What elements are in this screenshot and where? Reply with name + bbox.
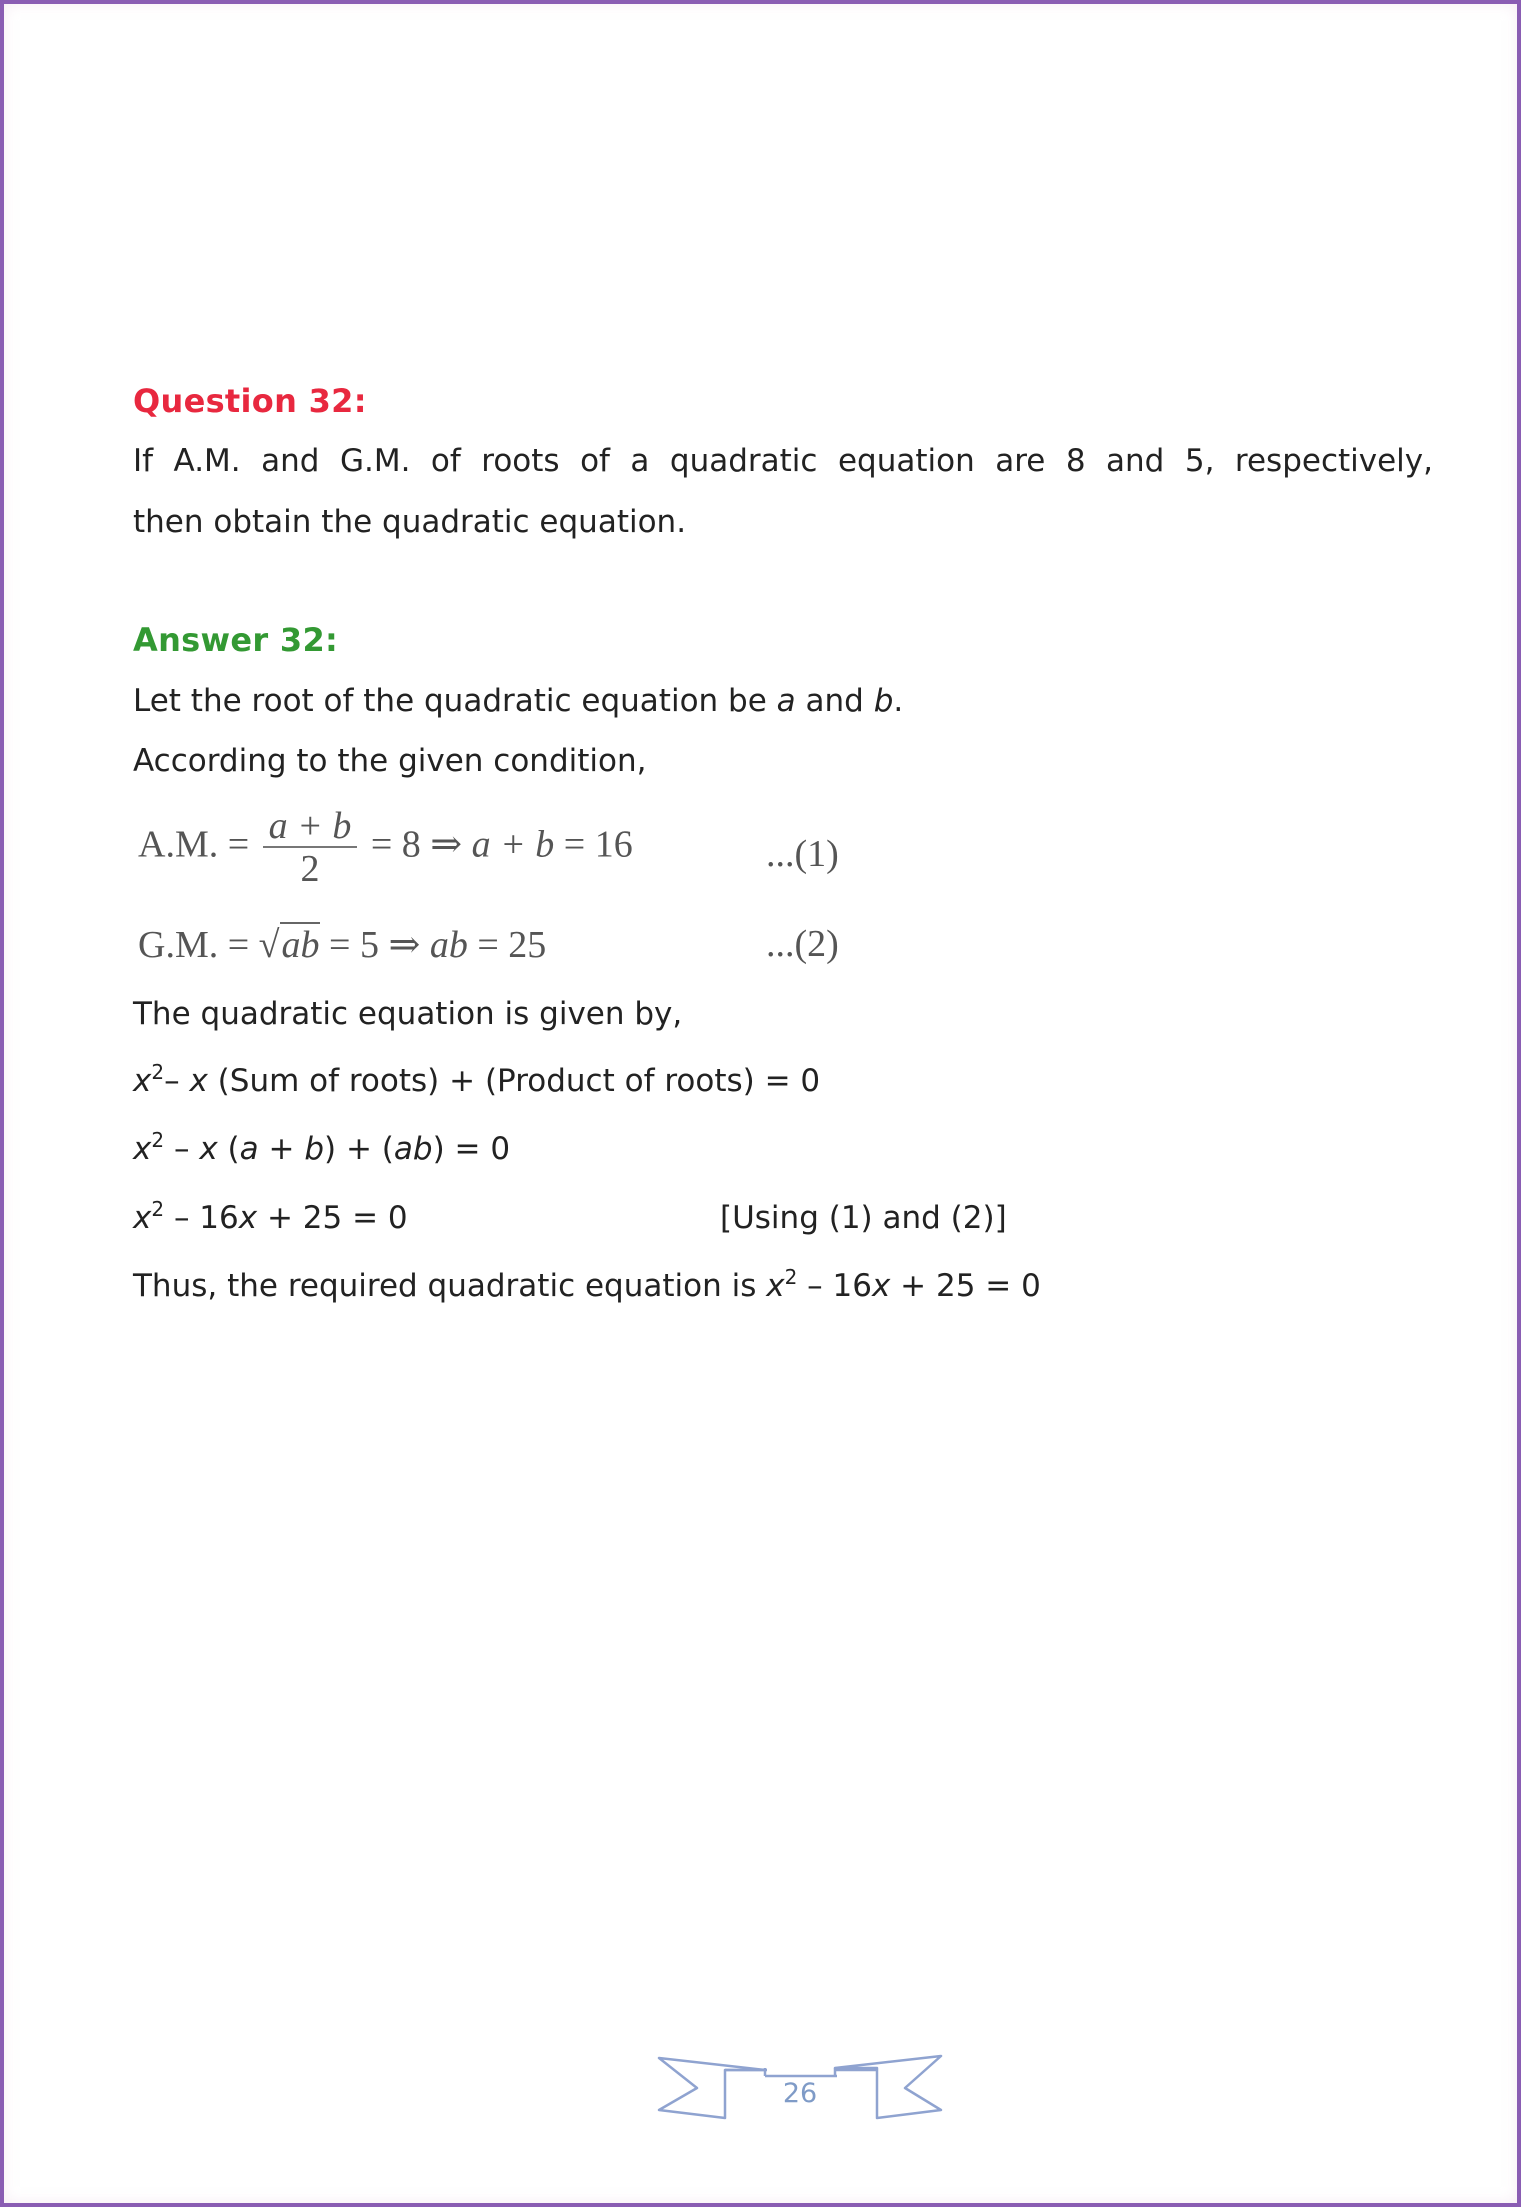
conclusion-text: Thus, the required quadratic equation is [133,1268,767,1304]
var-x: x [871,1268,891,1304]
gm-rest-post: = 25 [467,924,547,966]
question-heading: Question 32: [133,382,367,420]
gm-sqrt-argument: ab [281,924,320,966]
step-3 [133,1198,408,1238]
step-2-text: ) + ( [324,1131,394,1167]
am-denominator: 2 [300,848,320,890]
var-a: a [239,1131,259,1167]
var-x: x [133,1131,152,1167]
am-label: A.M. = [138,823,250,866]
equation-number-1: ...(1) [766,833,839,875]
step-2-text: – [164,1131,200,1167]
given-by-text: The quadratic equation is given by, [133,996,683,1032]
condition-text: According to the given condition, [133,743,647,779]
var-a: a [776,683,796,719]
question-text-line-1: If A.M. and G.M. of roots of a quadratic equation are 8 and 5, respectively, [133,443,1433,479]
gm-rest: = 5 ⇒ [329,924,430,966]
conclusion-text: + 25 = 0 [890,1268,1041,1304]
intro-post: . [893,683,904,719]
sqrt-symbol: √ [258,924,280,966]
var-x: x [133,1200,152,1236]
step-2-text: ) = 0 [432,1131,511,1167]
exponent: 2 [151,1128,165,1152]
answer-heading: Answer 32: [133,621,339,659]
step-3-text: + 25 = 0 [257,1200,408,1236]
am-rest-var: a + b [471,823,555,866]
answer-intro [133,681,903,721]
intro-mid: and [795,683,874,719]
step-3-note: [Using (1) and (2)] [720,1200,1007,1236]
var-x: x [766,1268,785,1304]
step-2 [133,1129,510,1169]
var-x: x [133,1063,152,1099]
step-2-text: ( [217,1131,240,1167]
page-number: 26 [782,2078,818,2109]
conclusion [133,1266,1041,1306]
gm-rest-var: ab [429,924,468,966]
intro-text: Let the root of the quadratic equation be [133,683,777,719]
var-ab: ab [393,1131,433,1167]
am-numerator: a + b [263,806,358,848]
step-1 [133,1061,820,1101]
exponent: 2 [151,1060,165,1084]
am-rest: = 8 ⇒ [370,823,472,866]
equation-number-2: ...(2) [766,923,839,965]
am-rest-post: = 16 [554,823,633,866]
gm-label: G.M. = [138,924,250,966]
question-text-line-2: then obtain the quadratic equation. [133,504,687,540]
conclusion-text: – 16 [797,1268,872,1304]
var-x: x [238,1200,258,1236]
var-b: b [304,1131,324,1167]
var-x: x [189,1063,208,1099]
step-2-text: + [258,1131,305,1167]
am-fraction [263,806,358,890]
exponent: 2 [151,1197,165,1221]
var-b: b [873,683,894,719]
step-1-text-b: (Sum of roots) + (Product of roots) = 0 [207,1063,821,1099]
formula-am [138,806,633,890]
step-1-text-a: – [164,1063,190,1099]
page-footer [655,2048,945,2123]
step-3-text: – 16 [164,1200,239,1236]
var-x: x [199,1131,218,1167]
exponent: 2 [784,1265,798,1289]
formula-gm [138,922,546,967]
